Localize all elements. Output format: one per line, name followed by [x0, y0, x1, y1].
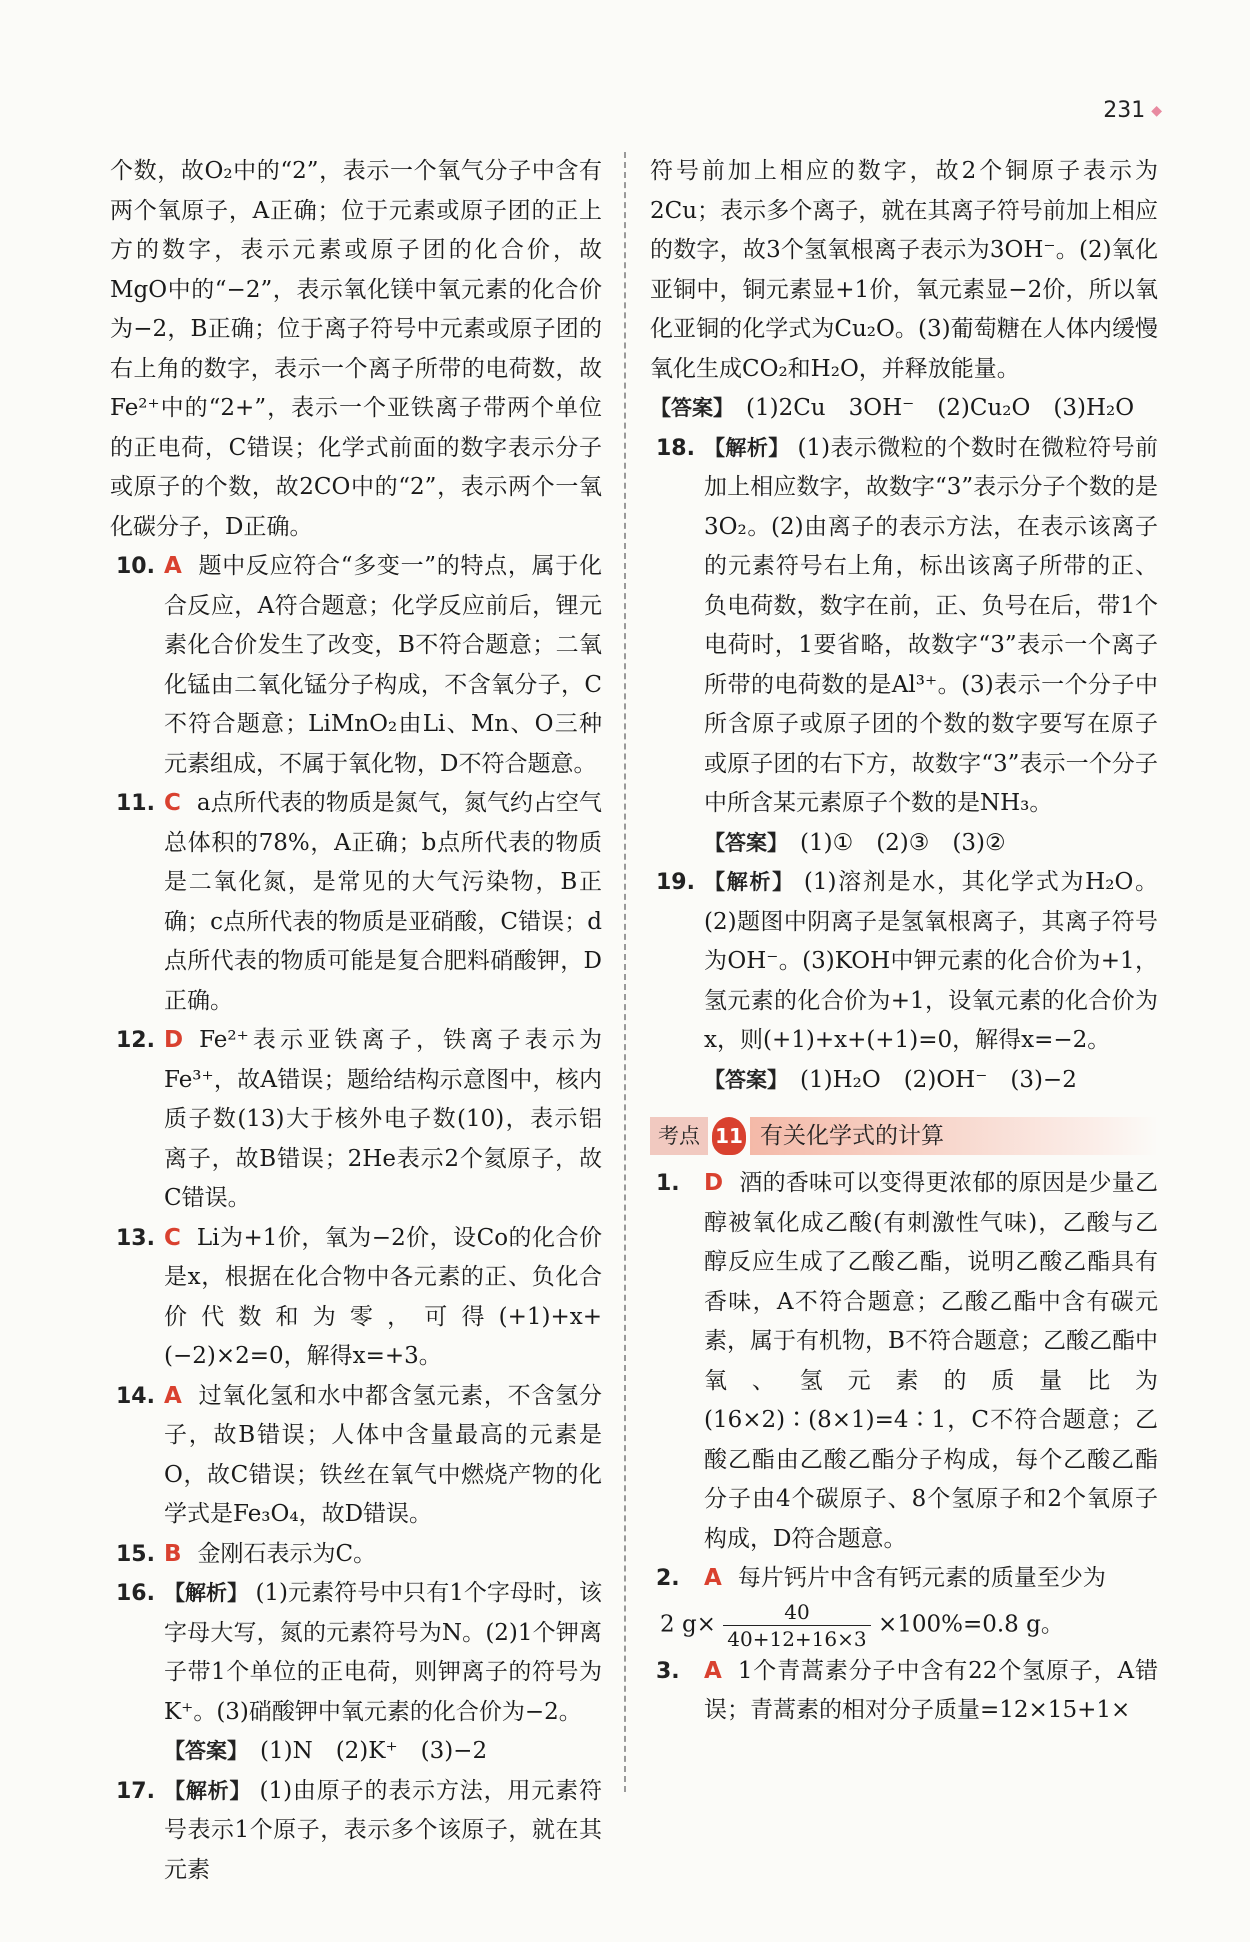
answer-18 [650, 429, 1158, 824]
answer-11 [110, 784, 602, 1021]
question-number: 14. [116, 1383, 155, 1409]
answer-choice: A [164, 553, 182, 579]
analysis-tag: 【解析】 [704, 870, 795, 894]
answer-tag: 【答案】 [704, 830, 788, 855]
explanation: 题中反应符合“多变一”的特点，属于化合反应，A符合题意；化学反应前后，锂元素化合价发生了改变，B不符合题意；二氧化锰由二氧化锰分子构成，不含氧分子，C不符合题意；LiMnO₂由Li、Mn、O三种元素组成，不属于氧化物，D不符合题意。 [164, 553, 602, 777]
question-number: 15. [116, 1541, 155, 1567]
question-number: 3. [656, 1658, 680, 1684]
question-number: 19. [656, 870, 695, 895]
answer-tag: 【答案】 [650, 396, 734, 420]
explanation: 过氧化氢和水中都含氢元素，不含氢分子，故B错误；人体中含量最高的元素是O，故C错误；铁丝在氧气中燃烧产物的化学式是Fe₃O₄，故D错误。 [164, 1382, 602, 1527]
answer-choice: C [164, 1224, 181, 1251]
answer-choice: C [164, 790, 181, 816]
answer-18-key [650, 824, 1158, 864]
answer-15 [110, 1535, 602, 1575]
calc-suffix: ×100%=0.8 g。 [877, 1611, 1064, 1637]
answer-text: (1)N (2)K⁺ (3)−2 [260, 1738, 488, 1764]
answer-10 [110, 547, 602, 784]
explanation: (1)溶剂是水，其化学式为H₂O。(2)题图中阴离子是氢氧根离子，其离子符号为OH⁻。(3)KOH中钾元素的化合价为+1，氢元素的化合价为+1，设氧元素的化合价为x，则(+1)+x+(+1)=0，解得x=−2。 [704, 869, 1159, 1053]
calc-prefix: 2 g× [660, 1611, 716, 1637]
fraction-denominator: 40+12+16×3 [727, 1626, 867, 1651]
page-number-text: 231 [1103, 98, 1146, 123]
explanation: 1个青蒿素分子中含有22个氢原子，A错误；青蒿素的相对分子质量=12×15+1× [704, 1657, 1158, 1723]
right-column [650, 152, 1158, 1731]
left-column [110, 152, 602, 1890]
q9-continuation: 个数，故O₂中的“2”，表示一个氧气分子中含有两个氧原子，A正确；位于元素或原子团的正上方的数字，表示元素或原子团的化合价，故MgO中的“−2”，表示氧化镁中氧元素的化合价为−2，B正确；位于离子符号中元素或原子团的右上角的数字，表示一个离子所带的电荷数，故Fe²⁺中的“2+”，表示一个亚铁离子带两个单位的正电荷，C错误；化学式前面的数字表示分子或原子的个数，故2CO中的“2”，表示两个一氧化碳分子，D正确。 [110, 158, 602, 540]
diamond-icon: ◆ [1151, 103, 1162, 119]
explanation: Li为+1价，氧为−2价，设Co的化合价是x，根据在化合物中各元素的正、负化合价代数和为零，可得(+1)+x+(−2)×2=0，解得x=+3。 [164, 1224, 602, 1369]
question-number: 13. [116, 1225, 155, 1251]
question-number: 2. [656, 1566, 680, 1591]
q17-continuation: 符号前加上相应的数字，故2个铜原子表示为2Cu；表示多个离子，就在其离子符号前加上相应的数字，故3个氢氧根离子表示为3OH⁻。(2)氧化亚铜中，铜元素显+1价，氧元素显−2价，所以氧化亚铜的化学式为Cu₂O。(3)葡萄糖在人体内缓慢氧化生成CO₂和H₂O，并释放能量。 [650, 158, 1158, 382]
answer-tag: 【答案】 [164, 1739, 248, 1763]
answer-choice: A [164, 1382, 182, 1409]
answer-17-key [650, 389, 1158, 429]
section-label: 考点 [650, 1117, 708, 1155]
question-number: 17. [116, 1778, 155, 1804]
section-header [650, 1114, 1158, 1158]
calculation [650, 1599, 1158, 1652]
answer-13 [110, 1219, 602, 1377]
analysis-tag: 【解析】 [164, 1581, 249, 1605]
question-number: 1. [656, 1171, 680, 1196]
explanation: Fe²⁺表示亚铁离子，铁离子表示为Fe³⁺，故A错误；题给结构示意图中，核内质子数(13)大于核外电子数(10)，表示铝离子，故B错误；2He表示2个氦原子，故C错误。 [164, 1027, 602, 1211]
explanation: 每片钙片中含有钙元素的质量至少为 [737, 1565, 1106, 1591]
answer-text: (1)2Cu 3OH⁻ (2)Cu₂O (3)H₂O [746, 395, 1135, 421]
analysis-tag: 【解析】 [704, 435, 790, 460]
answer-choice: D [704, 1170, 724, 1196]
answer-16 [110, 1574, 602, 1732]
explanation: a点所代表的物质是氮气，氮气约占空气总体积的78%，A正确；b点所代表的物质是二氧化氮，是常见的大气污染物，B正确；c点所代表的物质是亚硝酸，C错误；d点所代表的物质可能是复合肥料硝酸钾，D正确。 [164, 790, 602, 1014]
page-number [1103, 98, 1162, 123]
section-answer-2 [650, 1559, 1158, 1652]
section-title: 有关化学式的计算 [750, 1117, 1158, 1155]
answer-17 [110, 1772, 602, 1891]
answer-12 [110, 1021, 602, 1219]
fraction-numerator: 40 [723, 1599, 870, 1626]
explanation: 酒的香味可以变得更浓郁的原因是少量乙醇被氧化成乙酸(有刺激性气味)，乙酸与乙醇反应生成了乙酸乙酯，说明乙酸乙酯具有香味，A不符合题意；乙酸乙酯中含有碳元素，属于有机物，B不符合题意；乙酸乙酯中氧、氢元素的质量比为(16×2)∶(8×1)=4∶1，C不符合题意；乙酸乙酯由乙酸乙酯分子构成，每个乙酸乙酯分子由4个碳原子、8个氢原子和2个氧原子构成，D符合题意。 [704, 1170, 1158, 1552]
question-number: 12. [116, 1028, 155, 1053]
explanation: (1)由原子的表示方法，用元素符号表示1个原子，表示多个该原子，就在其元素 [164, 1777, 602, 1883]
question-number: 11. [116, 791, 155, 816]
column-divider [624, 152, 626, 1792]
fraction [723, 1599, 870, 1652]
answer-14 [110, 1377, 602, 1535]
answer-choice: B [164, 1540, 182, 1567]
answer-text: (1)① (2)③ (3)② [800, 829, 1006, 856]
question-number: 16. [116, 1581, 155, 1606]
explanation: 金刚石表示为C。 [197, 1540, 377, 1567]
section-answer-3 [650, 1652, 1158, 1731]
answer-choice: D [164, 1027, 184, 1053]
answer-16-key [110, 1732, 602, 1772]
section-answer-1 [650, 1164, 1158, 1559]
explanation: (1)元素符号中只有1个字母时，该字母大写，氮的元素符号为N。(2)1个钾离子带1个单位的正电荷，则钾离子的符号为K⁺。(3)硝酸钾中氧元素的化合价为−2。 [164, 1580, 603, 1725]
answer-choice: A [704, 1657, 722, 1684]
answer-19-key [650, 1061, 1158, 1101]
analysis-tag: 【解析】 [164, 1778, 252, 1803]
answer-choice: A [704, 1565, 722, 1591]
explanation: (1)表示微粒的个数时在微粒符号前加上相应数字，故数字“3”表示分子个数的是3O₂。(2)由离子的表示方法，在表示该离子的元素符号右上角，标出该离子所带的正、负电荷数，数字在前，正、负号在后，带1个电荷时，1要省略，故数字“3”表示一个离子所带的电荷数的是Al³⁺。(3)表示一个分子中所含原子或原子团的个数的数字要写在原子或原子团的右下方，故数字“3”表示一个分子中所含某元素原子个数的是NH₃。 [704, 434, 1159, 816]
question-number: 18. [656, 435, 695, 461]
question-number: 10. [116, 554, 155, 579]
answer-tag: 【答案】 [704, 1067, 788, 1092]
answer-text: (1)H₂O (2)OH⁻ (3)−2 [800, 1066, 1077, 1093]
answer-19 [650, 863, 1158, 1061]
flame-number-icon: 11 [712, 1117, 746, 1155]
